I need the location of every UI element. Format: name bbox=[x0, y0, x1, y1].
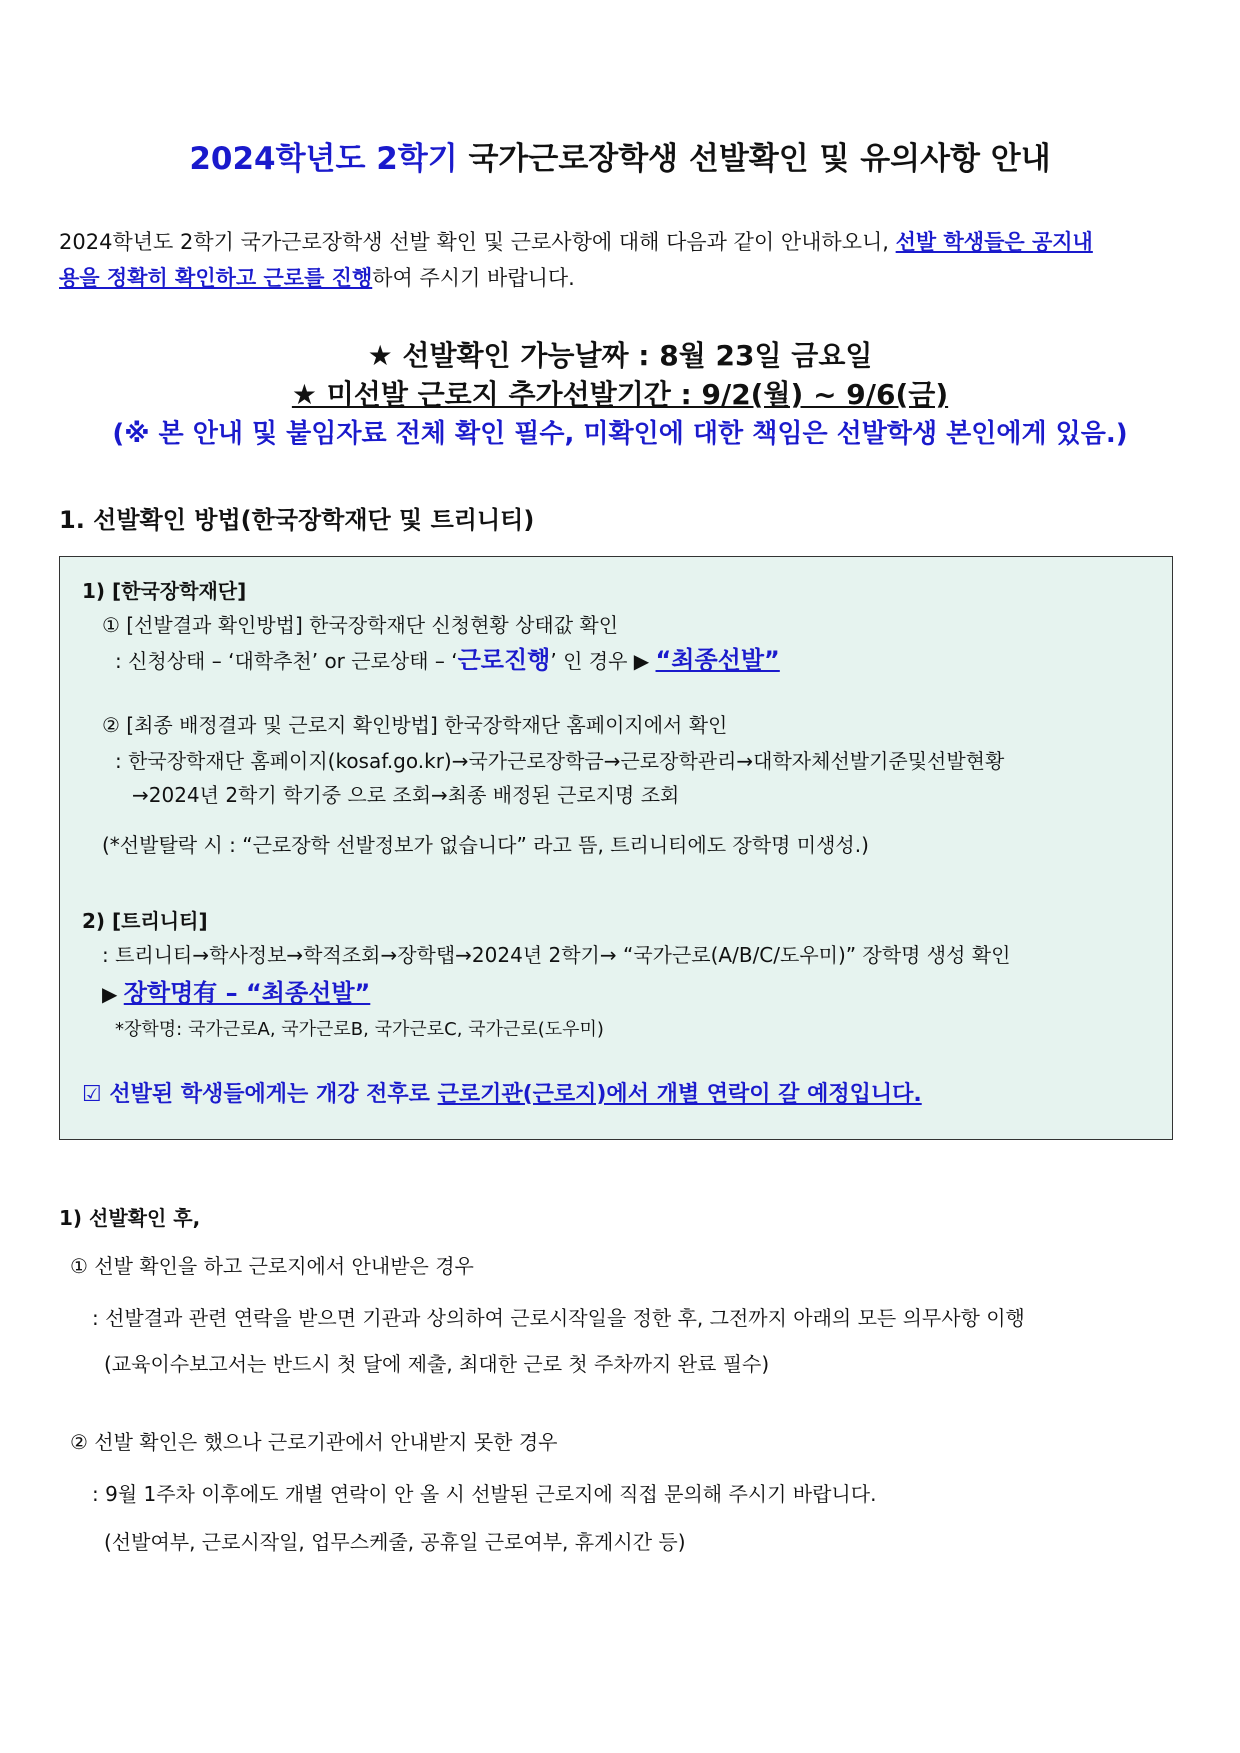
intro-text-2: 하여 주시기 바랍니다. bbox=[372, 266, 575, 290]
contact-notice bbox=[82, 1077, 922, 1108]
selection-date: ★ 선발확인 가능날짜 : 8월 23일 금요일 bbox=[367, 339, 873, 372]
contact-emphasis: 근로기관(근로지)에서 개별 연락이 갈 예정입니다. bbox=[437, 1082, 922, 1107]
kosaf-item-2: ② [최종 배정결과 및 근로지 확인방법] 한국장학재단 홈페이지에서 확인 bbox=[102, 713, 728, 737]
case-1-note: (교육이수보고서는 반드시 첫 달에 제출, 최대한 근로 첫 주차까지 완료 필수) bbox=[104, 1352, 770, 1376]
status-arrow-text: ’ 인 경우 ▶ bbox=[550, 649, 656, 673]
contact-text: ☑ 선발된 학생들에게는 개강 전후로 bbox=[82, 1082, 438, 1107]
kosaf-path-1: : 한국장학재단 홈페이지(kosaf.go.kr)→국가근로장학금→근로장학관리→대학자체선발기준및선발현황 bbox=[115, 749, 1005, 773]
case-2-detail: : 9월 1주차 이후에도 개별 연락이 안 올 시 선발된 근로지에 직접 문의해 주시기 바랍니다. bbox=[92, 1482, 877, 1506]
after-heading: 1) 선발확인 후, bbox=[59, 1206, 201, 1230]
scholarship-names: *장학명: 국가근로A, 국가근로B, 국가근로C, 국가근로(도우미) bbox=[115, 1019, 604, 1040]
case-2-note: (선발여부, 근로시작일, 업무스케줄, 공휴일 근로여부, 휴게시간 등) bbox=[104, 1530, 686, 1554]
intro-line-2 bbox=[59, 262, 575, 292]
final-selection-label: “최종선발” bbox=[655, 646, 780, 674]
case-2-title: ② 선발 확인은 했으나 근로기관에서 안내받지 못한 경우 bbox=[70, 1430, 558, 1454]
extra-selection-period: ★ 미선발 근로지 추가선발기간 : 9/2(월) ~ 9/6(금) bbox=[291, 378, 949, 411]
kosaf-label: 1) [한국장학재단] bbox=[82, 579, 247, 603]
title-main: 국가근로장학생 선발확인 및 유의사항 안내 bbox=[468, 141, 1051, 177]
case-1-detail: : 선발결과 관련 연락을 받으면 기관과 상의하여 근로시작일을 정한 후, 그전까지 아래의 모든 의무사항 이행 bbox=[92, 1306, 1025, 1330]
kosaf-path-2: →2024년 2학기 학기중 으로 조회→최종 배정된 근로지명 조회 bbox=[132, 783, 680, 807]
intro-emphasis-2: 용을 정확히 확인하고 근로를 진행 bbox=[59, 266, 373, 290]
kosaf-item-1-detail bbox=[115, 645, 780, 676]
responsibility-notice: (※ 본 안내 및 붙임자료 전체 확인 필수, 미확인에 대한 책임은 선발학생 본인에게 있음.) bbox=[112, 419, 1128, 449]
intro-line-1 bbox=[59, 226, 1093, 256]
trinity-final-selection: 장학명有 – “최종선발” bbox=[123, 979, 371, 1007]
section-1-heading: 1. 선발확인 방법(한국장학재단 및 트리니티) bbox=[59, 506, 535, 534]
trinity-result bbox=[102, 973, 370, 1008]
page-title bbox=[0, 133, 1240, 178]
status-working: 근로진행 bbox=[457, 646, 551, 674]
status-text: : 신청상태 – ‘대학추천’ or 근로상태 – ‘ bbox=[115, 649, 458, 673]
intro-text: 2024학년도 2학기 국가근로장학생 선발 확인 및 근로사항에 대해 다음과 같이 안내하오니, bbox=[59, 230, 896, 254]
trinity-label: 2) [트리니티] bbox=[82, 909, 208, 933]
result-arrow: ▶ bbox=[102, 982, 124, 1006]
case-1-title: ① 선발 확인을 하고 근로지에서 안내받은 경우 bbox=[70, 1254, 474, 1278]
kosaf-item-1: ① [선발결과 확인방법] 한국장학재단 신청현황 상태값 확인 bbox=[102, 613, 619, 637]
selection-method-box bbox=[59, 556, 1173, 1140]
kosaf-fail-note: (*선발탈락 시 : “근로장학 선발정보가 없습니다” 라고 뜸, 트리니티에도 장학명 미생성.) bbox=[102, 833, 869, 857]
intro-emphasis: 선발 학생들은 공지내 bbox=[895, 230, 1093, 254]
trinity-path: : 트리니티→학사정보→학적조회→장학탭→2024년 2학기→ “국가근로(A/B/C/도우미)” 장학명 생성 확인 bbox=[102, 943, 1011, 967]
title-year: 2024학년도 2학기 bbox=[189, 141, 458, 177]
